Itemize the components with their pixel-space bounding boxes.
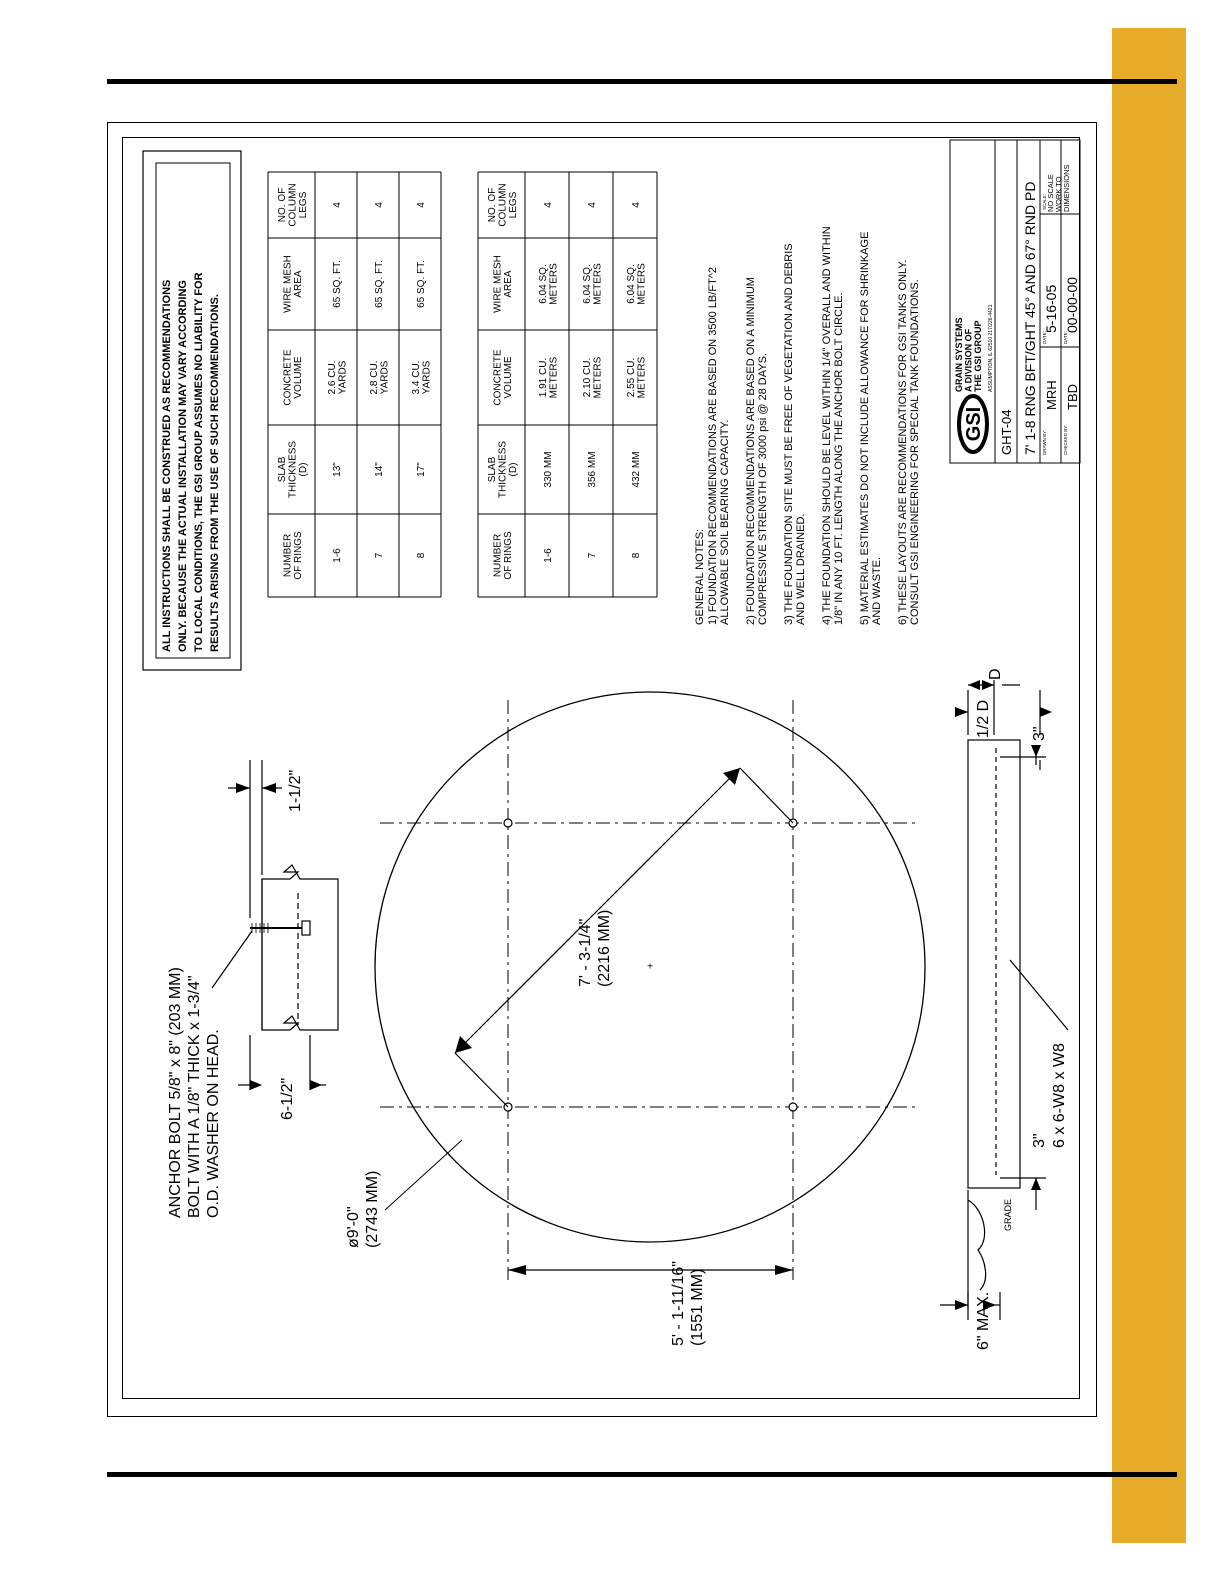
metric-table-cell: 1-6 — [543, 548, 554, 563]
metric-table-cell: SLAB — [487, 456, 498, 483]
gsi-logo-text: GSI — [963, 406, 985, 442]
imperial-table-cell: 4 — [416, 202, 427, 208]
metric-table-cell: NO. OF — [487, 187, 498, 223]
metric-table-cell: 7 — [587, 552, 598, 559]
metric-table-cell: METERS — [548, 263, 560, 305]
drawn-by: MRH — [1044, 380, 1059, 410]
note-line: AND WELL DRAINED. — [795, 513, 807, 625]
d-label: D — [987, 668, 1004, 680]
diameter-dim: ø9'-0" — [345, 1206, 362, 1248]
company-name: GRAIN SYSTEMS — [954, 317, 964, 392]
anchor-bolt-callout: BOLT WITH A 1/8" THICK x 1-3/4" — [186, 975, 203, 1218]
note-line: CONSULT GSI ENGINEERING FOR SPECIAL TANK FOUNDATIONS. — [909, 279, 921, 625]
imperial-table-cell: THICKNESS — [287, 440, 299, 499]
mesh-cover-left: 3" — [1031, 1133, 1048, 1148]
metric-table-cell: 2.10 CU. — [581, 357, 593, 398]
date-label: DATE: — [1042, 331, 1047, 344]
imperial-table-cell: 4 — [374, 202, 385, 208]
imperial-table-cell: 1-6 — [332, 548, 343, 563]
checked-by-label: CHECKED BY: — [1063, 424, 1068, 455]
bolt-spacing-dim: (1551 MM) — [689, 1268, 706, 1346]
imperial-table-cell: WIRE MESH — [282, 255, 294, 313]
imperial-table-cell: SLAB — [277, 456, 288, 483]
disclaimer-box — [143, 151, 241, 670]
note-line: 2) FOUNDATION RECOMMENDATIONS ARE BASED ON A MINIMUM — [745, 277, 757, 625]
metric-table-cell: COLUMN — [497, 183, 509, 227]
imperial-table-cell: VOLUME — [292, 356, 304, 399]
imperial-table-cell: 2.6 CU. — [326, 360, 338, 395]
metric-table-cell: METERS — [636, 263, 648, 305]
imperial-table-cell: COLUMN — [287, 183, 299, 227]
scale-value: NO SCALE — [1046, 174, 1055, 212]
imperial-table-cell: NUMBER — [282, 533, 294, 578]
notes-title: GENERAL NOTES: — [694, 528, 706, 625]
company-address: ASSUMPTION, IL 62510 217/226-4421 — [988, 304, 994, 392]
anchor-bolt-detail — [212, 760, 338, 1090]
scale-value: WORK TO — [1054, 176, 1063, 212]
imperial-table-cell: YARDS — [337, 360, 349, 395]
metric-table-cell: THICKNESS — [497, 440, 509, 499]
metric-table-cell: METERS — [592, 356, 604, 399]
metric-table-cell: LEGS — [508, 191, 519, 219]
metric-table-cell: 2.55 CU. — [625, 357, 637, 398]
drawing-title: 7' 1-8 RNG BFT/GHT 45° AND 67° RND PD — [1022, 181, 1038, 455]
metric-table-cell: OF RINGS — [502, 531, 514, 580]
metric-table-cell: METERS — [548, 356, 560, 399]
metric-table-cell: 6.04 SQ. — [537, 264, 549, 304]
dim-projection: 1-1/2" — [287, 769, 304, 812]
imperial-table-cell: AREA — [292, 270, 304, 298]
imperial-table-cell: 17" — [416, 462, 427, 477]
note-line: COMPRESSIVE STRENGTH OF 3000 psi @ 28 DAYS. — [757, 353, 769, 625]
imperial-table-cell: 65 SQ. FT. — [416, 260, 427, 308]
imperial-table-cell: CONCRETE — [282, 349, 294, 406]
metric-table-cell: METERS — [592, 263, 604, 305]
metric-table-cell: 6.04 SQ. — [625, 264, 637, 304]
imperial-table-cell: 13" — [332, 462, 343, 477]
drawn-by-label: DRAWN BY: — [1042, 429, 1047, 455]
metric-table-cell: 330 MM — [543, 451, 554, 488]
imperial-table-cell: 2.8 CU. — [368, 360, 380, 395]
mesh-cover-right: 3" — [1031, 726, 1048, 741]
disclaimer-text: ONLY. BECAUSE THE ACTUAL INSTALLATION MAY VARY ACCORDING — [177, 280, 189, 652]
bolt-circle-dim: 7' - 3-1/4" — [577, 918, 594, 987]
imperial-table-cell: 4 — [332, 202, 343, 208]
wire-mesh-spec: 6 x 6-W8 x W8 — [1051, 1043, 1068, 1148]
scale-value: DIMENSIONS — [1062, 164, 1071, 212]
diameter-dim: (2743 MM) — [364, 1170, 381, 1248]
metric-table-cell: AREA — [502, 270, 514, 298]
imperial-table-cell: 65 SQ. FT. — [332, 260, 343, 308]
note-line: 5) MATERIAL ESTIMATES DO NOT INCLUDE ALLOWANCE FOR SHRINKAGE — [859, 231, 871, 625]
metric-table-cell: NUMBER — [492, 533, 504, 578]
metric-table-cell: 6.04 SQ. — [581, 264, 593, 304]
note-line: ALLOWABLE SOIL BEARING CAPACITY. — [719, 419, 731, 625]
imperial-table-cell: 7 — [374, 552, 385, 559]
note-line: 6) THESE LAYOUTS ARE RECOMMENDATIONS FOR GSI TANKS ONLY. — [897, 259, 909, 625]
dim-embed: 6-1/2" — [279, 1077, 296, 1120]
date2-label: DATE: — [1063, 331, 1068, 344]
plan-view — [375, 692, 925, 1280]
imperial-table-cell: 65 SQ. FT. — [374, 260, 385, 308]
grade-label: GRADE — [1003, 1198, 1013, 1231]
disclaimer-text: ALL INSTRUCTIONS SHALL BE CONSTRUED AS RECOMMENDATIONS — [161, 279, 173, 652]
anchor-bolt-callout: ANCHOR BOLT 5/8" x 8" (203 MM) — [167, 967, 184, 1218]
note-line: AND WASTE. — [871, 556, 883, 625]
anchor-bolt-callout: O.D. WASHER ON HEAD. — [205, 1029, 222, 1218]
anchor-bolt-hole — [789, 1103, 797, 1111]
anchor-bolt-hole — [504, 819, 512, 827]
note-line: 3) THE FOUNDATION SITE MUST BE FREE OF VEGETATION AND DEBRIS — [783, 243, 795, 625]
company-name: A DIVISION OF — [963, 328, 974, 392]
metric-table-cell: 356 MM — [587, 451, 598, 488]
imperial-table-cell: NO. OF — [277, 187, 288, 223]
metric-table-cell: 1.91 CU. — [537, 357, 549, 398]
imperial-table-cell: (D) — [298, 462, 309, 477]
imperial-table-cell: 3.4 CU. — [410, 360, 422, 395]
imperial-table-cell: LEGS — [298, 191, 309, 219]
imperial-table-cell: YARDS — [379, 360, 391, 395]
note-line: 4) THE FOUNDATION SHOULD BE LEVEL WITHIN 1/4" OVERALL AND WITHIN — [821, 226, 833, 625]
date2: 00-00-00 — [1064, 276, 1080, 333]
imperial-table-cell: YARDS — [421, 360, 433, 395]
metric-table-cell: 432 MM — [631, 451, 642, 488]
note-line: 1/8" IN ANY 10 FT. LENGTH ALONG THE ANCHOR BOLT CIRCLE. — [833, 292, 845, 625]
metric-table-cell: 4 — [631, 202, 642, 208]
metric-table-cell: 4 — [587, 202, 598, 208]
metric-table-cell: (D) — [508, 462, 519, 477]
metric-table-cell: WIRE MESH — [492, 255, 504, 313]
imperial-table-cell: OF RINGS — [292, 531, 304, 580]
bolt-spacing-dim: 5' - 1-11/16" — [670, 1261, 687, 1346]
metric-table-cell: CONCRETE — [492, 349, 504, 406]
note-line: 1) FOUNDATION RECOMMENDATIONS ARE BASED ON 3500 LB/FT^2 — [707, 266, 719, 625]
svg-text:+: + — [647, 961, 653, 973]
metric-table-cell: VOLUME — [502, 356, 514, 399]
disclaimer-text: RESULTS ARISING FROM THE USE OF SUCH RECOMMENDATIONS. — [209, 294, 221, 652]
checked-by: TBD — [1065, 384, 1080, 410]
date: 5-16-05 — [1043, 284, 1059, 333]
half-d-label: 1/2 D — [975, 699, 992, 738]
company-name: THE GSI GROUP — [973, 320, 983, 392]
disclaimer-text: TO LOCAL CONDITIONS, THE GSI GROUP ASSUMES NO LIABILITY FOR — [193, 272, 205, 652]
imperial-table-cell: 14" — [374, 462, 385, 477]
metric-table-cell: METERS — [636, 356, 648, 399]
drawing-number: GHT-04 — [999, 409, 1014, 455]
max-above-grade: 6" MAX. — [975, 1291, 992, 1350]
bolt-circle-dim: (2216 MM) — [596, 909, 613, 987]
metric-table-cell: 8 — [631, 552, 642, 559]
metric-table-cell: 4 — [543, 202, 554, 208]
imperial-table-cell: 8 — [416, 552, 427, 559]
scale-label: SCALE: — [1042, 193, 1047, 210]
